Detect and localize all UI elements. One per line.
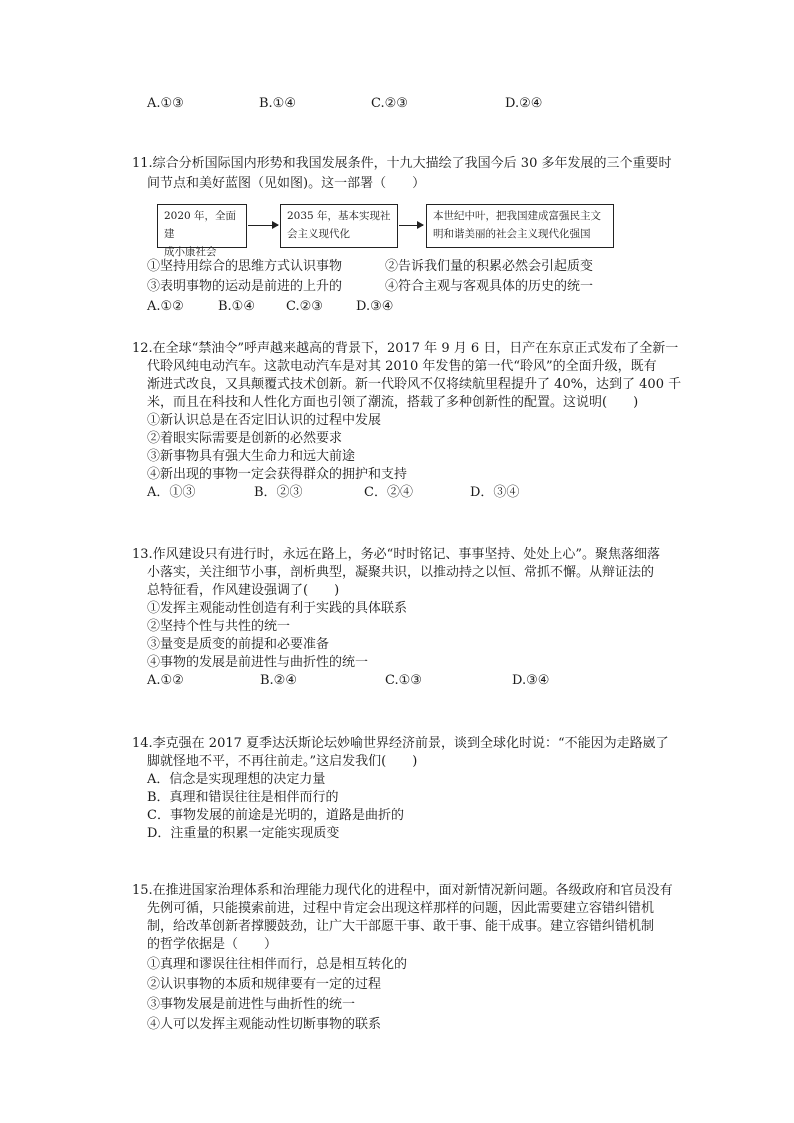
diagram-arrow-2 [399,225,423,226]
q11-option-b[interactable]: B.①④ [218,299,255,314]
q12-option-b[interactable]: B．②③ [254,485,303,500]
q13-item-4: ④事物的发展是前进性与曲折性的统一 [147,655,369,670]
q12-option-a[interactable]: A．①③ [147,485,196,500]
q15-item-3: ③事物发展是前进性与曲折性的统一 [147,997,356,1012]
q12-item-3: ③新事物具有强大生命力和远大前途 [147,449,356,464]
diagram-box-2020-line2: 成小康社会 [164,246,217,258]
q13-item-3: ③量变是质变的前提和必要准备 [147,637,330,652]
q12-stem-line3: 渐进式改良，又具颠覆式技术创新。新一代聆风不仅将续航里程提升了 40%，达到了 400 千 [147,377,682,392]
q12-stem-line4: 米，而且在科技和人性化方面也引领了潮流，搭载了多种创新性的配置。这说明( ) [147,395,639,410]
q10-option-b[interactable]: B.①④ [259,96,296,111]
q15-stem-line4: 的哲学依据是（ ） [147,937,278,952]
q15-stem-line2: 先例可循，只能摸索前进，过程中肯定会出现这样那样的问题，因此需要建立容错纠错机 [147,901,655,916]
diagram-box-midcentury-line1: 本世纪中叶，把我国建成富强民主文 [433,210,601,222]
diagram-box-midcentury-line2: 明和谐美丽的社会主义现代化强国 [433,228,591,240]
q14-option-a[interactable]: A．信念是实现理想的决定力量 [147,772,326,787]
q15-item-4: ④人可以发挥主观能动性切断事物的联系 [147,1017,382,1032]
q12-option-c[interactable]: C．②④ [364,485,413,500]
q11-item-2: ②告诉我们量的积累必然会引起质变 [385,259,594,274]
q15-stem-line1: 15.在推进国家治理体系和治理能力现代化的进程中，面对新情况新问题。各级政府和官员没有 [132,883,673,898]
q13-stem-line2: 小落实，关注细节小事，剖析典型，凝聚共识，以推动持之以恒、常抓不懈。从辩证法的 [147,565,655,580]
q14-option-c[interactable]: C．事物发展的前途是光明的，道路是曲折的 [147,808,404,823]
q14-stem-line1: 14.李克强在 2017 夏季达沃斯论坛妙喻世界经济前景，谈到全球化时说：“不能因为走路崴了 [132,736,669,751]
diagram-box-2035-line1: 2035 年，基本实现社 [287,210,391,222]
q14-option-d[interactable]: D．注重量的积累一定能实现质变 [147,826,340,841]
q11-stem-line1: 11.综合分析国际国内形势和我国发展条件，十九大描绘了我国今后 30 多年发展的三个重要时 [132,156,672,171]
q11-item-4: ④符合主观与客观具体的历史的统一 [385,279,594,294]
diagram-box-2035-line2: 会主义现代化 [287,228,350,240]
q12-option-d[interactable]: D．③④ [470,485,520,500]
diagram-box-2020-line1: 2020 年，全面建 [164,210,237,240]
q11-option-d[interactable]: D.③④ [356,299,394,314]
q12-item-1: ①新认识总是在否定旧认识的过程中发展 [147,413,382,428]
q13-stem-line3: 总特征看，作风建设强调了( ) [147,583,340,598]
q12-item-4: ④新出现的事物一定会获得群众的拥护和支持 [147,467,408,482]
diagram-box-midcentury [426,204,614,248]
q11-item-1: ①坚持用综合的思维方式认识事物 [147,259,343,274]
diagram-arrow-1 [248,225,278,226]
q14-stem-line2: 脚就怪地不平，不再往前走。”这启发我们( ) [147,754,418,769]
q11-stem-line2: 间节点和美好蓝图（见如图)。这一部署（ ） [147,176,426,191]
q13-option-a[interactable]: A.①② [147,673,184,688]
q14-option-b[interactable]: B．真理和错误往往是相伴而行的 [147,790,339,805]
diagram-box-2020 [157,204,247,258]
q15-item-1: ①真理和谬误往往相伴而行，总是相互转化的 [147,957,408,972]
q10-option-a[interactable]: A.①③ [147,96,184,111]
diagram-box-2035 [280,204,398,248]
q12-stem-line1: 12.在全球“禁油令”呼声越来越高的背景下，2017 年 9 月 6 日，日产在东京正式发布了全新一 [132,341,679,356]
q12-stem-line2: 代聆风纯电动汽车。这款电动汽车是对其 2010 年发售的第一代“聆风”的全面升级，既有 [147,359,657,374]
q11-item-3: ③表明事物的运动是前进的上升的 [147,279,343,294]
q13-option-d[interactable]: D.③④ [512,673,550,688]
q13-item-1: ①发挥主观能动性创造有利于实践的具体联系 [147,601,408,616]
q15-stem-line3: 制，给改革创新者撑腰鼓劲，让广大干部愿干事、敢干事、能干成事。建立容错纠错机制 [147,919,655,934]
q13-option-c[interactable]: C.①③ [385,673,422,688]
q12-item-2: ②着眼实际需要是创新的必然要求 [147,431,343,446]
q15-item-2: ②认识事物的本质和规律要有一定的过程 [147,977,382,992]
q13-stem-line1: 13.作风建设只有进行时，永远在路上，务必“时时铭记、事事坚持、处处上心”。聚焦落细落 [132,547,660,562]
q10-option-c[interactable]: C.②③ [371,96,408,111]
q10-option-d[interactable]: D.②④ [505,96,543,111]
q11-option-c[interactable]: C.②③ [286,299,323,314]
q13-option-b[interactable]: B.②④ [260,673,297,688]
q11-option-a[interactable]: A.①② [147,299,184,314]
q13-item-2: ②坚持个性与共性的统一 [147,619,291,634]
